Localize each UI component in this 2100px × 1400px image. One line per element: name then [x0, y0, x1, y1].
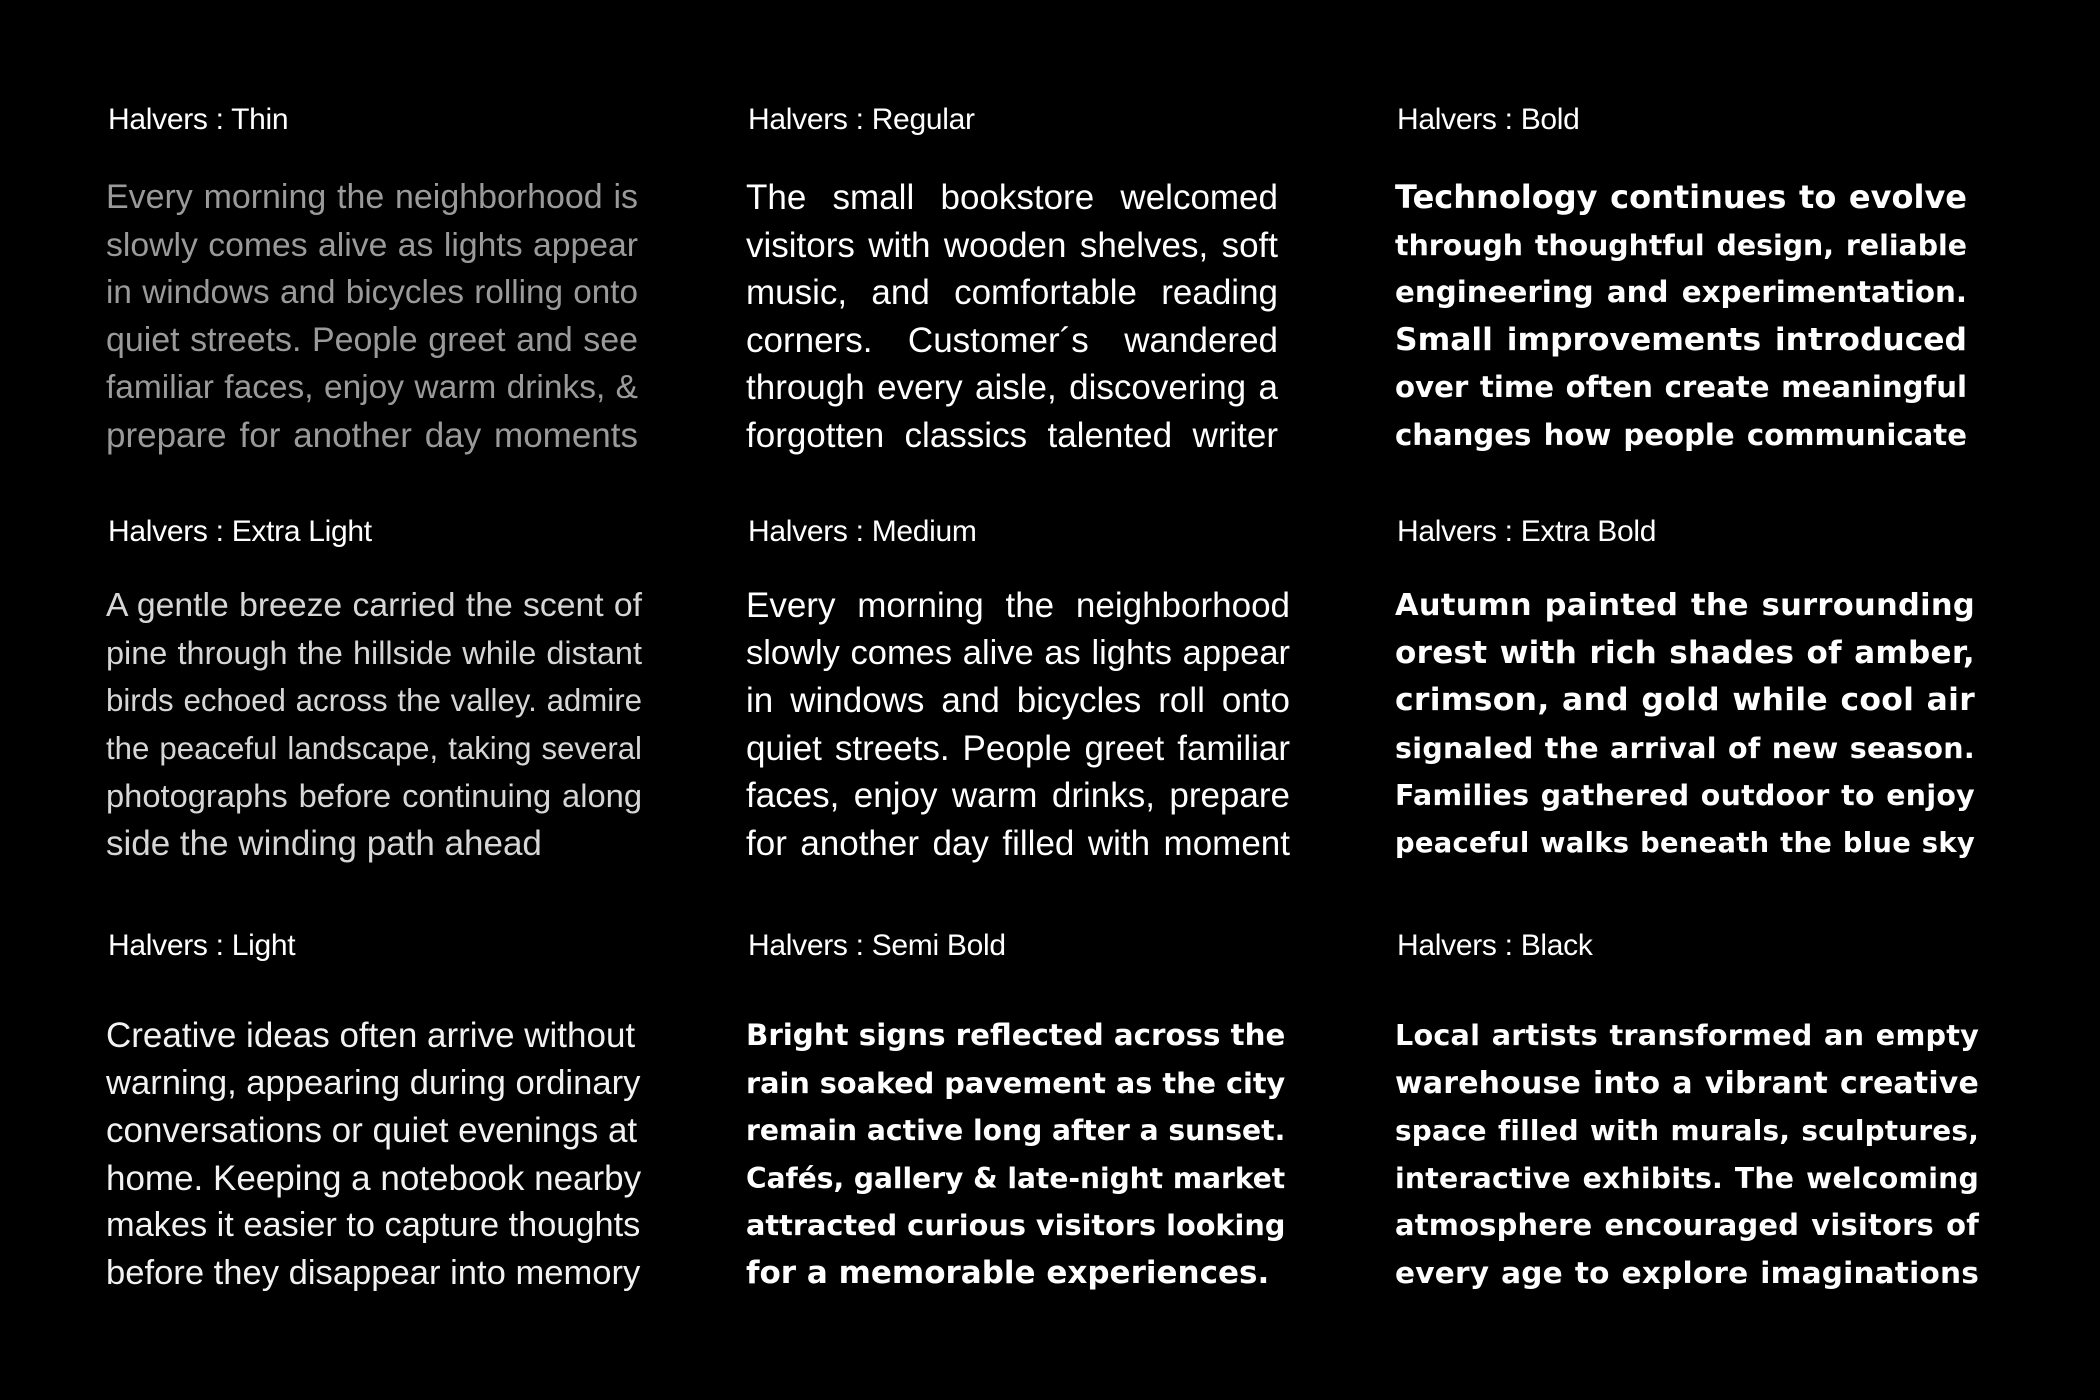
paragraph-line: interactive exhibits. The welcoming: [1395, 1161, 1979, 1195]
paragraph-line: peaceful walks beneath the blue sky: [1395, 827, 1975, 859]
paragraph-line: warning, appearing during ordinary: [106, 1063, 641, 1102]
paragraph-line: pine through the hillside while distant: [106, 634, 642, 671]
weight-label: Halvers : Extra Light: [108, 515, 372, 548]
weight-label: Halvers : Semi Bold: [748, 929, 1006, 962]
specimen-cell-black: [1395, 928, 1985, 1298]
specimen-cell-extra-bold: [1395, 514, 1985, 874]
paragraph-line: remain active long after a sunset.: [746, 1114, 1286, 1147]
specimen-cell-bold: [1395, 102, 1975, 462]
paragraph-line: makes it easier to capture thoughts: [106, 1206, 641, 1244]
paragraph-line: quiet streets. People greet and see: [106, 320, 638, 359]
paragraph-line: Cafés, gallery & late-night market: [746, 1161, 1286, 1195]
paragraph-line: warehouse into a vibrant creative: [1395, 1065, 1979, 1101]
paragraph-line: Every morning the neighborhood is: [106, 178, 638, 216]
paragraph-line: for another day filled with moment: [746, 823, 1290, 863]
sample-paragraph: [1395, 1012, 1979, 1297]
paragraph-line: Local artists transformed an empty: [1395, 1018, 1979, 1052]
paragraph-line: conversations or quiet evenings at: [106, 1111, 638, 1150]
paragraph-line: atmosphere encouraged visitors of: [1395, 1208, 1979, 1242]
paragraph-line: Autumn painted the surrounding: [1395, 588, 1975, 623]
paragraph-line: prepare for another day moments: [106, 415, 638, 455]
sample-paragraph: [1395, 174, 1967, 459]
paragraph-line: before they disappear into memory: [106, 1253, 641, 1292]
paragraph-line: Creative ideas often arrive without: [106, 1016, 636, 1055]
weight-label: Halvers : Bold: [1397, 103, 1580, 136]
sample-paragraph: [1395, 582, 1975, 867]
weight-label: Halvers : Medium: [748, 515, 977, 548]
sample-paragraph: [746, 582, 1290, 867]
paragraph-line: through every aisle, discovering a: [746, 368, 1278, 407]
weight-label: Halvers : Light: [108, 929, 296, 962]
weight-label: Halvers : Thin: [108, 103, 289, 136]
paragraph-line: in windows and bicycles rolling onto: [106, 274, 638, 311]
paragraph-line: corners. Customer´s wandered: [746, 320, 1278, 360]
paragraph-line: A gentle breeze carried the scent of: [106, 586, 642, 624]
sample-paragraph: [106, 1012, 646, 1297]
paragraph-line: Small improvements introduced: [1395, 321, 1967, 358]
paragraph-line: over time often create meaningful: [1395, 370, 1967, 404]
paragraph-line: slowly comes alive as lights appear: [106, 225, 638, 264]
paragraph-line: attracted curious visitors looking: [746, 1208, 1286, 1242]
paragraph-line: changes how people communicate: [1395, 417, 1967, 452]
paragraph-line: crimson, and gold while cool air: [1395, 682, 1975, 718]
specimen-cell-light: [106, 928, 646, 1298]
paragraph-line: slowly comes alive as lights appear: [746, 633, 1290, 672]
paragraph-line: Families gathered outdoor to enjoy: [1395, 779, 1975, 812]
specimen-cell-medium: [746, 514, 1296, 874]
sample-paragraph: [106, 174, 638, 459]
sample-paragraph: [746, 1012, 1291, 1297]
paragraph-line: in windows and bicycles roll onto: [746, 681, 1290, 720]
specimen-cell-extra-light: [106, 514, 646, 874]
paragraph-line: Every morning the neighborhood: [746, 586, 1290, 625]
paragraph-line: side the winding path ahead: [106, 823, 542, 863]
paragraph-line: Bright signs reflected across the: [746, 1018, 1286, 1052]
paragraph-line: photographs before continuing along: [106, 777, 642, 814]
weight-label: Halvers : Regular: [748, 103, 975, 136]
paragraph-line: visitors with wooden shelves, soft: [746, 225, 1278, 265]
paragraph-line: quiet streets. People greet familiar: [746, 728, 1290, 768]
paragraph-line: for a memorable experiences.: [746, 1254, 1270, 1291]
weight-label: Halvers : Black: [1397, 929, 1593, 962]
paragraph-line: signaled the arrival of new season.: [1395, 731, 1975, 765]
paragraph-line: engineering and experimentation.: [1395, 275, 1967, 309]
paragraph-line: birds echoed across the valley. admire: [106, 683, 642, 718]
paragraph-line: home. Keeping a notebook nearby: [106, 1158, 642, 1198]
paragraph-line: faces, enjoy warm drinks, prepare: [746, 776, 1290, 815]
sample-paragraph: [746, 174, 1278, 459]
specimen-cell-regular: [746, 102, 1286, 462]
paragraph-line: space filled with murals, sculptures,: [1395, 1114, 1979, 1147]
paragraph-line: Technology continues to evolve: [1395, 178, 1967, 216]
paragraph-line: the peaceful landscape, taking several: [106, 730, 642, 766]
paragraph-line: through thoughtful design, reliable: [1395, 228, 1967, 262]
paragraph-line: orest with rich shades of amber,: [1395, 634, 1975, 671]
sample-paragraph: [106, 582, 642, 867]
paragraph-line: forgotten classics talented writer: [746, 415, 1278, 455]
specimen-cell-semi-bold: [746, 928, 1296, 1298]
paragraph-line: The small bookstore welcomed: [746, 178, 1278, 217]
specimen-cell-thin: [106, 102, 641, 462]
paragraph-line: every age to explore imaginations: [1395, 1255, 1979, 1290]
weight-label: Halvers : Extra Bold: [1397, 515, 1657, 548]
paragraph-line: music, and comfortable reading: [746, 273, 1278, 312]
paragraph-line: familiar faces, enjoy warm drinks, &: [106, 369, 638, 406]
paragraph-line: rain soaked pavement as the city: [746, 1065, 1286, 1100]
